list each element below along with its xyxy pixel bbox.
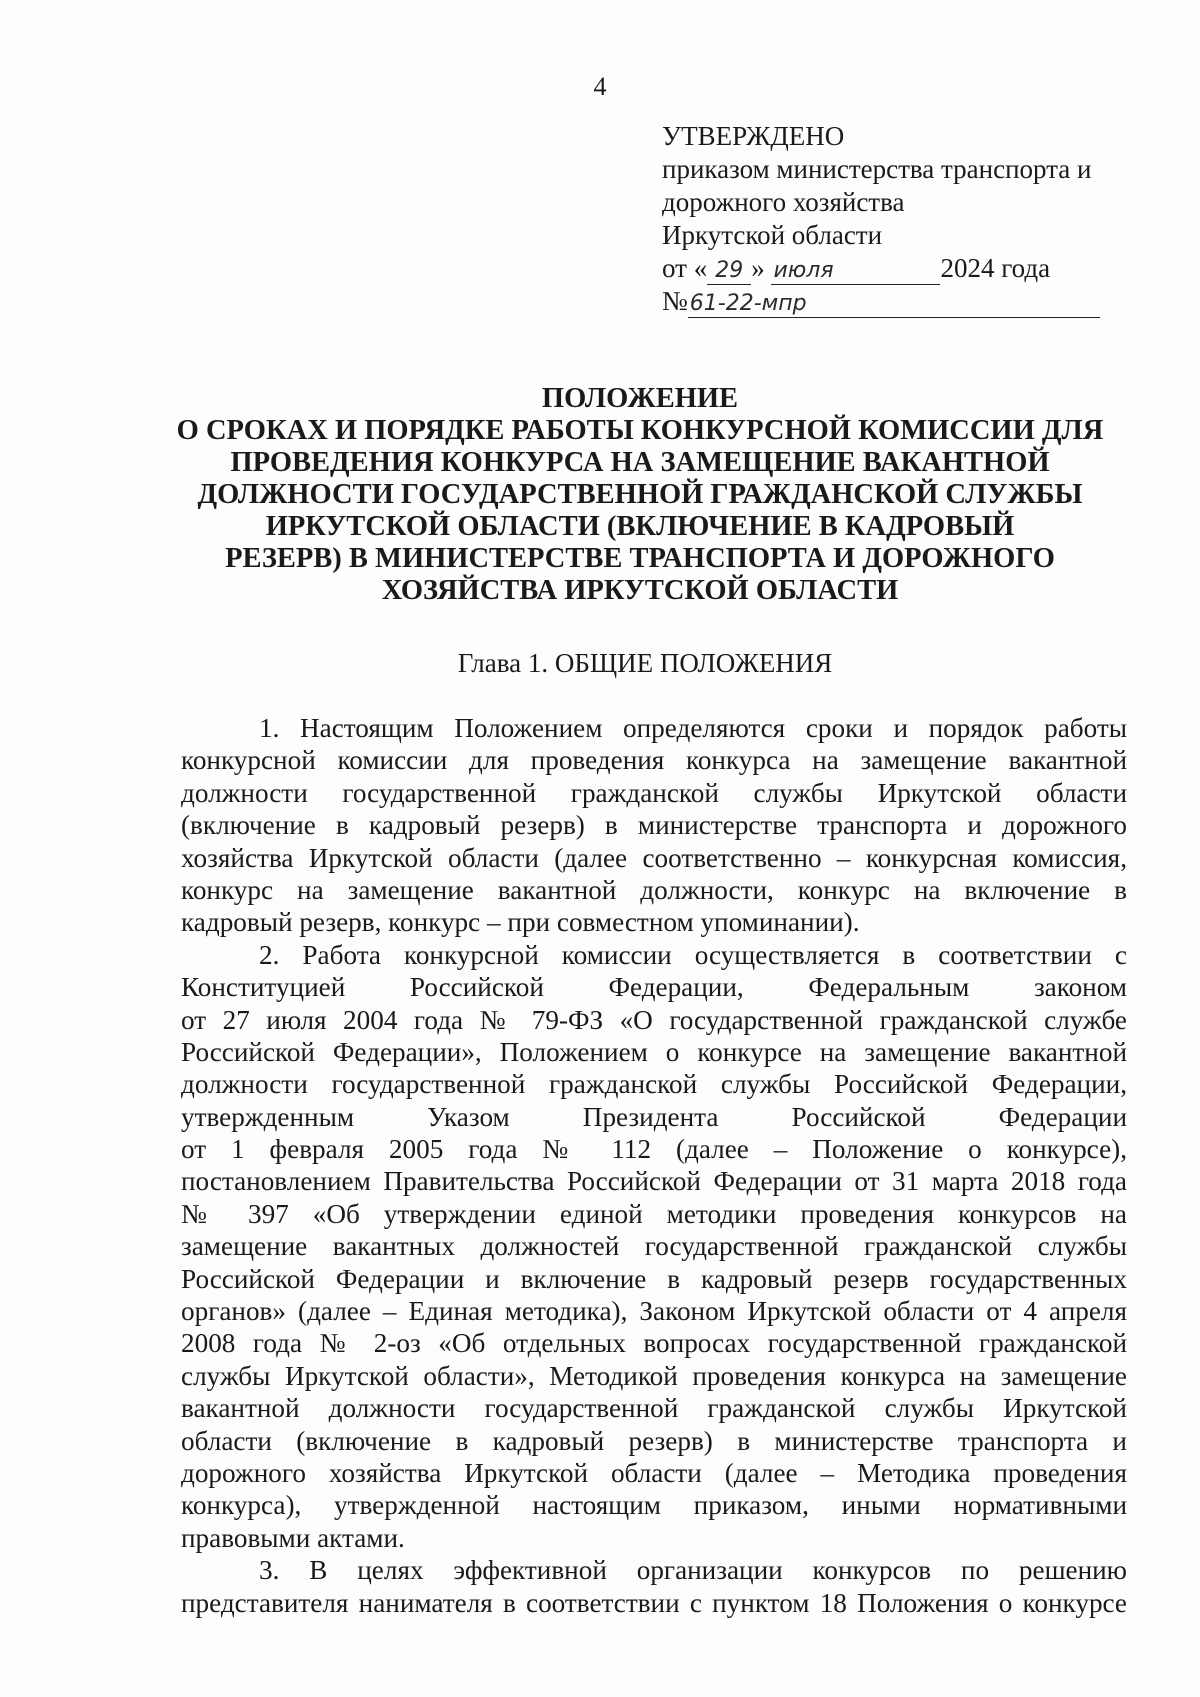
paragraph-2-line: должности государственной гражданской службы Российской Федерации, bbox=[181, 1069, 1127, 1100]
paragraph-2-line: Конституцией Российской Федерации, Федеральным законом bbox=[181, 972, 1127, 1003]
paragraph-2-line: органов» (далее – Единая методика), Законом Иркутской области от 4 апреля bbox=[181, 1296, 1127, 1327]
paragraph-2-line: конкурса), утвержденной настоящим приказом, иными нормативными bbox=[181, 1490, 1127, 1521]
paragraph-1-line: (включение в кадровый резерв) в министерстве транспорта и дорожного bbox=[181, 810, 1127, 841]
paragraph-1-line: кадровый резерв, конкурс – при совместном упоминании). bbox=[181, 907, 860, 938]
paragraph-2-line: правовыми актами. bbox=[181, 1522, 405, 1553]
page-number: 4 bbox=[593, 72, 607, 101]
paragraph-2-line: постановлением Правительства Российской Федерации от 31 марта 2018 года bbox=[181, 1166, 1127, 1197]
paragraph-2-line: Российской Федерации», Положением о конкурсе на замещение вакантной bbox=[181, 1036, 1127, 1067]
paragraph-1-line: хозяйства Иркутской области (далее соответственно – конкурсная комиссия, bbox=[181, 842, 1127, 873]
handwritten-number: 61-22-мпр bbox=[688, 291, 1100, 318]
handwritten-month: июля bbox=[771, 258, 940, 285]
date-mid: » bbox=[751, 253, 765, 283]
approval-date-line bbox=[662, 252, 1132, 285]
paragraph-1-line: должности государственной гражданской службы Иркутской области bbox=[181, 777, 1127, 808]
approval-heading: УТВЕРЖДЕНО bbox=[662, 121, 845, 151]
paragraph-2-line: службы Иркутской области», Методикой проведения конкурса на замещение bbox=[181, 1360, 1127, 1391]
paragraph-3-line: 3. В целях эффективной организации конкурсов по решению bbox=[259, 1555, 1127, 1586]
paragraph-2-line: вакантной должности государственной гражданской службы Иркутской bbox=[181, 1393, 1127, 1424]
body-text bbox=[181, 712, 1127, 1619]
paragraph-1-line: 1. Настоящим Положением определяются сроки и порядок работы bbox=[259, 713, 1127, 743]
paragraph-1-line: конкурс на замещение вакантной должности, конкурс на включение в bbox=[181, 874, 1127, 905]
title-line: О СРОКАХ И ПОРЯДКЕ РАБОТЫ КОНКУРСНОЙ КОМИССИИ ДЛЯ bbox=[176, 415, 1104, 446]
approval-line-1: приказом министерства транспорта и bbox=[662, 154, 1092, 184]
document-title bbox=[170, 383, 1110, 607]
paragraph-2-line: Российской Федерации и включение в кадровый резерв государственных bbox=[181, 1263, 1127, 1294]
handwritten-day: 29 bbox=[707, 258, 751, 285]
paragraph-2-line: области (включение в кадровый резерв) в министерстве транспорта и bbox=[181, 1425, 1127, 1456]
title-line: ПРОВЕДЕНИЯ КОНКУРСА НА ЗАМЕЩЕНИЕ ВАКАНТНОЙ bbox=[230, 447, 1050, 478]
chapter-heading: Глава 1. ОБЩИЕ ПОЛОЖЕНИЯ bbox=[457, 648, 833, 678]
title-line: ИРКУТСКОЙ ОБЛАСТИ (ВКЛЮЧЕНИЕ В КАДРОВЫЙ bbox=[265, 511, 1015, 542]
paragraph-1-line: конкурсной комиссии для проведения конкурса на замещение вакантной bbox=[181, 745, 1127, 776]
date-prefix: от « bbox=[662, 253, 708, 283]
approval-line-2: дорожного хозяйства bbox=[662, 187, 905, 217]
title-line: ХОЗЯЙСТВА ИРКУТСКОЙ ОБЛАСТИ bbox=[381, 575, 899, 606]
approval-block bbox=[662, 120, 1132, 318]
approval-line-3: Иркутской области bbox=[662, 220, 883, 250]
number-prefix: № bbox=[662, 286, 688, 316]
paragraph-2-line: утвержденным Указом Президента Российской Федерации bbox=[181, 1101, 1127, 1132]
date-year: 2024 года bbox=[940, 253, 1051, 283]
paragraph-2-line: 2008 года № 2-оз «Об отдельных вопросах государственной гражданской bbox=[181, 1328, 1127, 1359]
title-line: РЕЗЕРВ) В МИНИСТЕРСТВЕ ТРАНСПОРТА И ДОРОЖНОГО bbox=[225, 543, 1055, 574]
title-line: ДОЛЖНОСТИ ГОСУДАРСТВЕННОЙ ГРАЖДАНСКОЙ СЛУЖБЫ bbox=[197, 479, 1083, 510]
paragraph-2-line: 2. Работа конкурсной комиссии осуществляется в соответствии с bbox=[259, 939, 1127, 970]
paragraph-2-line: от 1 февраля 2005 года № 112 (далее – Положение о конкурсе), bbox=[181, 1134, 1127, 1165]
title-line: ПОЛОЖЕНИЕ bbox=[541, 383, 739, 414]
paragraph-2-line: от 27 июля 2004 года № 79-ФЗ «О государственной гражданской службе bbox=[181, 1004, 1127, 1035]
paragraph-2-line: № 397 «Об утверждении единой методики проведения конкурсов на bbox=[181, 1198, 1127, 1229]
paragraph-2-line: замещение вакантных должностей государственной гражданской службы bbox=[181, 1231, 1127, 1262]
paragraph-2-line: дорожного хозяйства Иркутской области (далее – Методика проведения bbox=[181, 1457, 1127, 1488]
paragraph-3-line: представителя нанимателя в соответствии с пунктом 18 Положения о конкурсе bbox=[181, 1587, 1127, 1618]
approval-number-line bbox=[662, 285, 1132, 318]
